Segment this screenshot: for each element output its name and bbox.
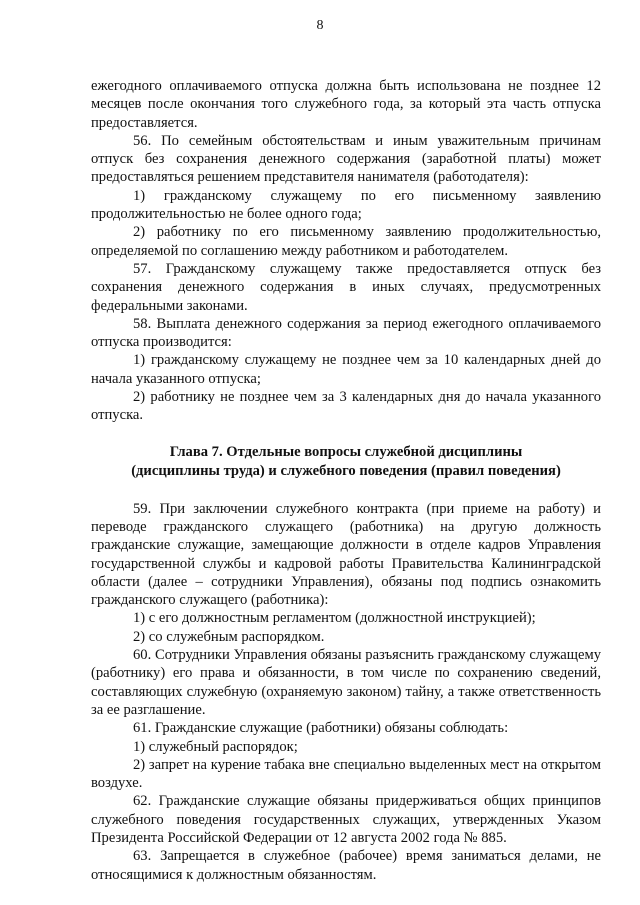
paragraph: 56. По семейным обстоятельствам и иным уважительным причинам отпуск без сохранения денежного содержания (заработной платы) может предоставляться решением представителя нанимателя (работодателя): [91, 132, 601, 186]
paragraph: 2) работнику не позднее чем за 3 календарных дня до начала указанного отпуска. [91, 389, 601, 424]
paragraph: 2) запрет на курение табака вне специально выделенных мест на открытом воздухе. [91, 756, 601, 792]
paragraph: 1) служебный распорядок; [133, 738, 298, 755]
chapter-heading [91, 443, 601, 481]
paragraph: 1) гражданскому служащему по его письменному заявлению продолжительностью не более одного года; [91, 187, 601, 223]
paragraph: 1) с его должностным регламентом (должностной инструкцией); [133, 610, 536, 627]
paragraph: 2) работнику по его письменному заявлению продолжительностью, определяемой по соглашению между работником и работодателем. [91, 224, 601, 259]
paragraph: 61. Гражданские служащие (работники) обязаны соблюдать: [133, 720, 509, 737]
paragraphs-before-chapter [91, 77, 601, 425]
paragraph: ежегодного оплачиваемого отпуска должна быть использована не позднее 12 месяцев после окончания того служебного года, за который эта часть отпуска предоставляется. [91, 78, 601, 131]
paragraph: 2) со служебным распорядком. [133, 628, 325, 645]
paragraph: 60. Сотрудники Управления обязаны разъяснить гражданскому служащему (работнику) его права и обязанности, в том числе по сохранению сведений, составляющих служебную (охраняемую законом) тайну, а также ответственность за ее разглашение. [91, 647, 601, 718]
paragraph: 57. Гражданскому служащему также предоставляется отпуск без сохранения денежного содержания в иных случаях, предусмотренных федеральными законами. [91, 260, 601, 314]
chapter-title-line-2: (дисциплины труда) и служебного поведения (правил поведения) [131, 462, 561, 479]
paragraph: 1) гражданскому служащему не позднее чем за 10 календарных дней до начала указанного отпуска; [91, 352, 601, 387]
paragraph: 58. Выплата денежного содержания за период ежегодного оплачиваемого отпуска производится: [91, 315, 601, 351]
document-body [91, 77, 601, 884]
paragraphs-after-chapter [91, 500, 601, 884]
page-number: 8 [316, 18, 324, 33]
paragraph: 63. Запрещается в служебное (рабочее) время заниматься делами, не относящимися к должностным обязанностям. [91, 848, 601, 883]
paragraph: 59. При заключении служебного контракта (при приеме на работу) и переводе гражданского служащего (работника) на другую должность гражданские служащие, замещающие должности в отделе кадров Управления государственной службы и кадровой работы Правительства Калининградской области (далее – сотрудники Управления), обязаны под подпись ознакомить гражданского служащего (работника): [91, 500, 601, 609]
paragraph: 62. Гражданские служащие обязаны придерживаться общих принципов служебного поведения государственных служащих, утвержденных Указом Президента Российской Федерации от 12 августа 2002 года № 885. [91, 793, 601, 846]
chapter-title-line-1: Глава 7. Отдельные вопросы служебной дисциплины [169, 443, 523, 460]
